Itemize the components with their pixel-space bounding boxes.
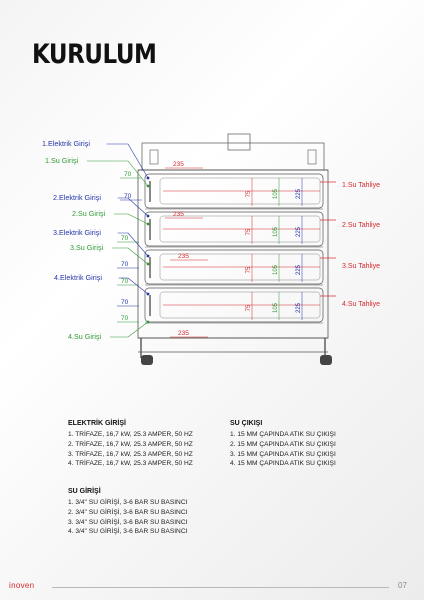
dim-70-label: 70 (121, 261, 129, 268)
dim-70-label: 70 (121, 299, 129, 306)
water-output-section (230, 420, 336, 469)
electric-input-item: 3. TRİFAZE, 16,7 kW, 25.3 AMPER, 50 HZ (68, 450, 193, 458)
connection-point (147, 223, 150, 226)
water-output-item: 2. 15 MM ÇAPINDA ATIK SU ÇIKIŞI (230, 440, 336, 448)
water-input-title: SU GİRİŞİ (68, 488, 101, 495)
wheel (320, 355, 332, 365)
dim-235-label: 235 (173, 211, 184, 218)
dim-70-label: 70 (121, 278, 129, 285)
leader-line (112, 248, 148, 264)
water-output-title: SU ÇIKIŞI (230, 420, 263, 427)
dim-70-label: 70 (124, 171, 132, 178)
connection-point (147, 293, 150, 296)
drain-label: 3.Su Tahliye (342, 263, 381, 270)
dim-70-label: 70 (124, 193, 132, 200)
dim-75-label: 75 (246, 266, 252, 274)
water-input-section (68, 488, 187, 537)
dim-235-label: 235 (178, 253, 189, 260)
water-input-item: 1. 3/4'' SU GİRİŞİ, 3-6 BAR SU BASINCI (68, 499, 188, 506)
footer-divider (52, 587, 389, 588)
oven-top-hood (142, 143, 324, 170)
dim-105-label: 105 (273, 188, 279, 200)
water-input-label: 1.Su Girişi (45, 156, 79, 165)
page-number: 07 (398, 581, 407, 590)
connection-point (147, 263, 150, 266)
electric-input-item: 1. TRİFAZE, 16,7 kW, 25.3 AMPER, 50 HZ (68, 431, 193, 438)
dim-105-label: 105 (273, 302, 279, 314)
dim-235-label: 235 (173, 161, 184, 168)
dim-225-label: 225 (296, 302, 302, 314)
water-input-item: 2. 3/4'' SU GİRİŞİ, 3-6 BAR SU BASINCI (68, 508, 188, 516)
leader-line (87, 161, 148, 186)
brand-logo: inoven (9, 581, 35, 590)
dim-75-label: 75 (246, 304, 252, 312)
electric-input-item: 4. TRİFAZE, 16,7 kW, 25.3 AMPER, 50 HZ (68, 460, 193, 468)
electric-input-label: 1.Elektrik Girişi (42, 139, 90, 148)
electric-input-item: 2. TRİFAZE, 16,7 kW, 25.3 AMPER, 50 HZ (68, 440, 193, 448)
electric-input-section (68, 420, 193, 469)
chimney (228, 134, 250, 150)
dim-225-label: 225 (296, 264, 302, 276)
wheel (141, 355, 153, 365)
top-bracket-left (150, 150, 158, 164)
electric-input-label: 3.Elektrik Girişi (53, 228, 101, 237)
water-output-item: 4. 15 MM ÇAPINDA ATIK SU ÇIKIŞI (230, 460, 336, 468)
leader-line (118, 198, 148, 216)
top-bracket-right (308, 150, 316, 164)
water-input-item: 3. 3/4'' SU GİRİŞİ, 3-6 BAR SU BASINCI (68, 518, 188, 526)
leader-line (110, 322, 148, 337)
connection-point (147, 177, 150, 180)
dim-70-label: 70 (121, 315, 129, 322)
oven-installation-diagram (0, 128, 424, 380)
electric-input-label: 2.Elektrik Girişi (53, 193, 101, 202)
water-output-item: 3. 15 MM ÇAPINDA ATIK SU ÇIKIŞI (230, 450, 336, 458)
dim-235-label: 235 (178, 330, 189, 337)
drain-label: 1.Su Tahliye (342, 182, 381, 189)
dim-75-label: 75 (246, 190, 252, 198)
electric-input-label: 4.Elektrik Girişi (54, 273, 102, 282)
dim-70-label: 70 (121, 235, 129, 242)
dim-105-label: 105 (273, 264, 279, 276)
dim-225-label: 225 (296, 226, 302, 238)
water-input-item: 4. 3/4'' SU GİRİŞİ, 3-6 BAR SU BASINCI (68, 528, 188, 536)
dim-105-label: 105 (273, 226, 279, 238)
dim-75-label: 75 (246, 228, 252, 236)
water-input-label: 2.Su Girişi (72, 209, 106, 218)
connection-point (147, 185, 150, 188)
connection-point (147, 321, 150, 324)
water-output-item: 1. 15 MM ÇAPINDA ATIK SU ÇIKIŞI (230, 431, 336, 438)
water-input-label: 4.Su Girişi (68, 332, 102, 341)
drain-label: 4.Su Tahliye (342, 301, 381, 308)
connection-point (147, 215, 150, 218)
drain-label: 2.Su Tahliye (342, 222, 381, 229)
electric-input-title: ELEKTRİK GİRİŞİ (68, 420, 126, 427)
leader-line (114, 214, 148, 224)
dim-225-label: 225 (296, 188, 302, 200)
connection-point (147, 255, 150, 258)
page-title: KURULUM (32, 40, 157, 70)
water-input-label: 3.Su Girişi (70, 243, 104, 252)
